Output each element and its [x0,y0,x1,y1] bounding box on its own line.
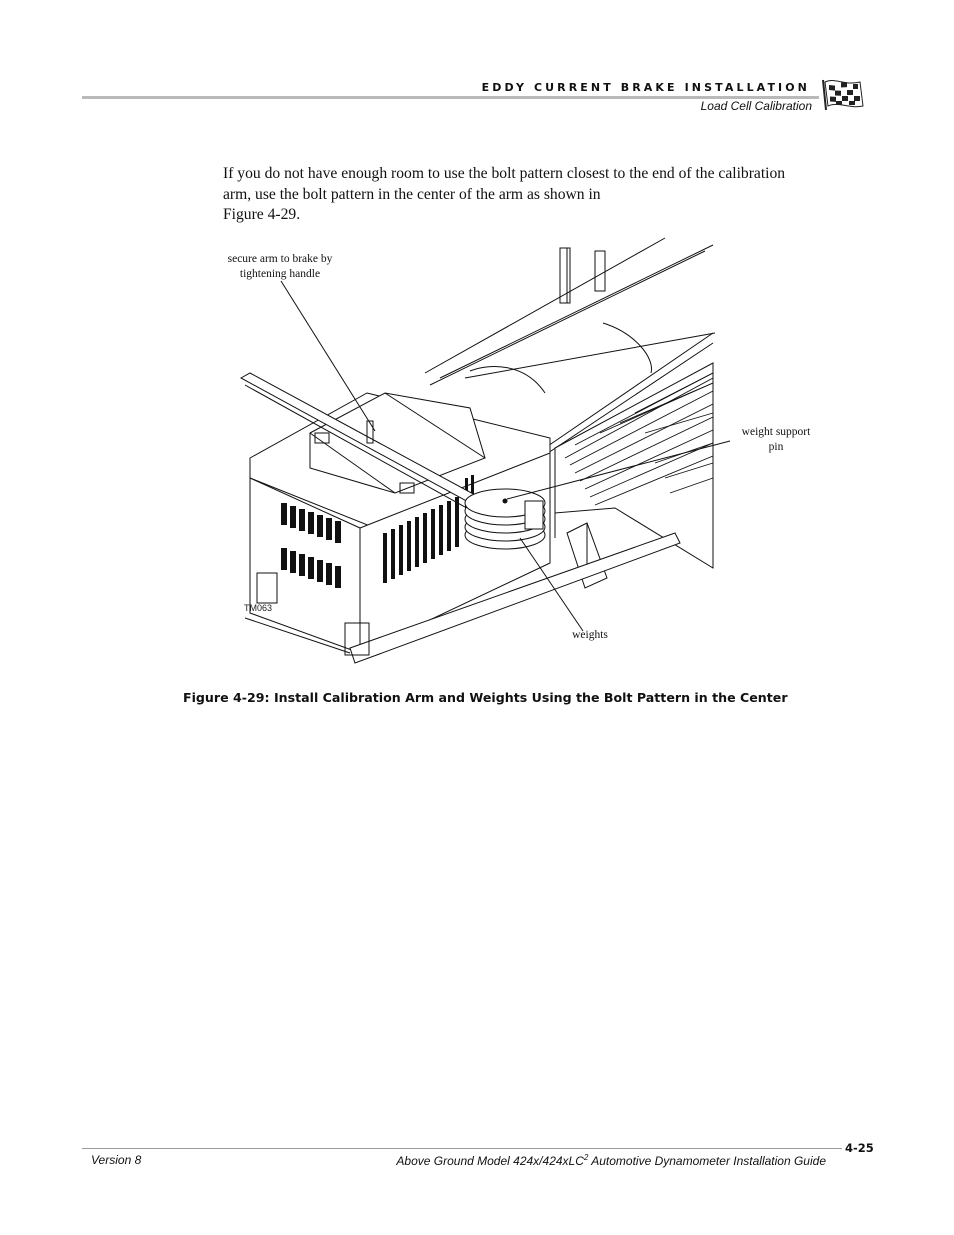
figure-4-29 [215,233,825,673]
callout-pin-line2: pin [768,441,784,453]
callout-weights: weights [572,629,608,641]
intro-period: . [296,206,301,224]
chapter-title: EDDY CURRENT BRAKE INSTALLATION [481,81,810,94]
guide-title-prefix: Above Ground Model 424x/424xLC [396,1154,584,1168]
guide-title-sup: 2 [583,1153,589,1162]
version-label: Version 8 [91,1153,142,1167]
callout-pin-line1: weight support [741,426,811,438]
guide-title-suffix: Automotive Dynamometer Installation Guide [588,1154,826,1168]
callout-secure-arm-line1: secure arm to brake by [227,253,333,265]
callout-secure-arm-line2: tightening handle [239,268,321,280]
drawing-id: TM063 [244,603,273,613]
figure-reference: Figure 4-29 [223,206,297,224]
callout-secure-arm [215,252,345,282]
checkered-flag-icon [820,76,866,114]
section-title: Load Cell Calibration [700,99,812,113]
footer-rule [82,1148,842,1149]
page-number: 4-25 [845,1141,874,1155]
intro-paragraph [223,164,798,226]
callout-weight-support-pin [728,425,824,455]
figure-caption: Figure 4-29: Install Calibration Arm and Weights Using the Bolt Pattern in the Center [183,690,788,705]
guide-title [396,1153,826,1168]
intro-text: If you do not have enough room to use the bolt pattern closest to the end of the calibration arm, use the bolt pattern in the center of the arm as shown in [223,165,786,203]
